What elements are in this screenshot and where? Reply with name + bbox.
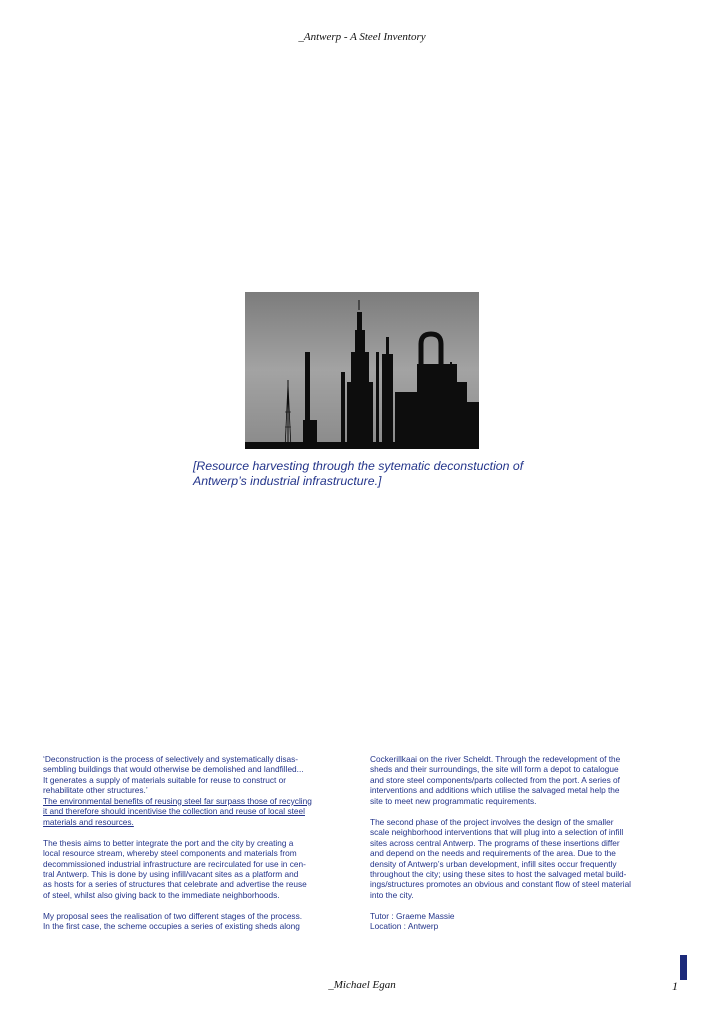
text-line: sheds and their surroundings, the site will form a depot to catalogue (370, 764, 619, 775)
text-column-right (370, 754, 680, 932)
text-line: of steel, whilst also giving back to the immediate neighborhoods. (43, 889, 280, 900)
credits (370, 911, 680, 932)
text-line: throughout the city; using these sites to host the salvaged metal build- (370, 868, 627, 879)
industrial-skyline-photo (245, 292, 479, 449)
text-line: site to meet new programmatic requirements. (370, 795, 537, 806)
text-column-left (43, 754, 353, 932)
text-line: and store steel components/parts collected from the port. A series of (370, 774, 620, 785)
text-line: density of Antwerp’s urban development, infill sites occur frequently (370, 858, 617, 869)
text-line: sembling buildings that would otherwise be demolished and landfilled... (43, 764, 304, 775)
deconstruction-quote (43, 754, 353, 827)
text-line: ings/structures promotes an obvious and constant flow of steel material (370, 879, 632, 890)
text-line: My proposal sees the realisation of two different stages of the process. (43, 910, 303, 921)
text-line: In the first case, the scheme occupies a series of existing sheds along (43, 921, 300, 932)
proposal-paragraph (43, 911, 353, 932)
author-name: _Michael Egan (328, 979, 396, 991)
text-line: into the city. (370, 889, 414, 900)
text-line: Cockerillkaai on the river Scheldt. Through the redevelopment of the (370, 754, 621, 764)
underlined-text-line: it and therefore should incentivise the collection and reuse of local steel (43, 806, 305, 817)
underlined-text-line: The environmental benefits of reusing steel far surpass those of recycling (43, 795, 312, 806)
text-line: as hosts for a series of structures that celebrate and advertise the reuse (43, 879, 307, 890)
text-line: tral Antwerp. This is done by using infill/vacant sites as a platform and (43, 868, 299, 879)
text-line: interventions and additions which utilise the salvaged metal help the (370, 785, 620, 796)
text-line: ‘Deconstruction is the process of selectively and systematically disas- (43, 754, 299, 764)
text-line: rehabilitate other structures.’ (43, 785, 148, 796)
text-line: and depend on the needs and requirements of the area. Due to the (370, 848, 616, 859)
thesis-paragraph (43, 838, 353, 901)
phase-two-paragraph (370, 817, 680, 901)
text-line: sites across central Antwerp. The programs of these insertions differ (370, 837, 620, 848)
page-marker-bar (680, 955, 687, 980)
tutor-credit: Tutor : Graeme Massie (370, 910, 455, 921)
photo-caption (193, 459, 553, 489)
text-line: decommissioned industrial infrastructure are recirculated for use in cen- (43, 858, 306, 869)
page-number: 1 (672, 979, 678, 993)
underlined-text-line: materials and resources. (43, 816, 134, 827)
caption-line: Antwerp’s industrial infrastructure.] (193, 474, 382, 488)
text-line: scale neighborhood interventions that will plug into a selection of infill (370, 827, 624, 838)
document-title: _Antwerp - A Steel Inventory (298, 31, 426, 43)
location-credit: Location : Antwerp (370, 921, 439, 932)
text-line: The second phase of the project involves the design of the smaller (370, 816, 614, 827)
continuation-paragraph (370, 754, 680, 806)
caption-line: [Resource harvesting through the sytematic deconstuction of (193, 459, 524, 473)
text-line: local resource stream, whereby steel components and materials from (43, 848, 297, 859)
text-line: It generates a supply of materials suitable for reuse to construct or (43, 774, 287, 785)
text-line: The thesis aims to better integrate the port and the city by creating a (43, 837, 294, 848)
